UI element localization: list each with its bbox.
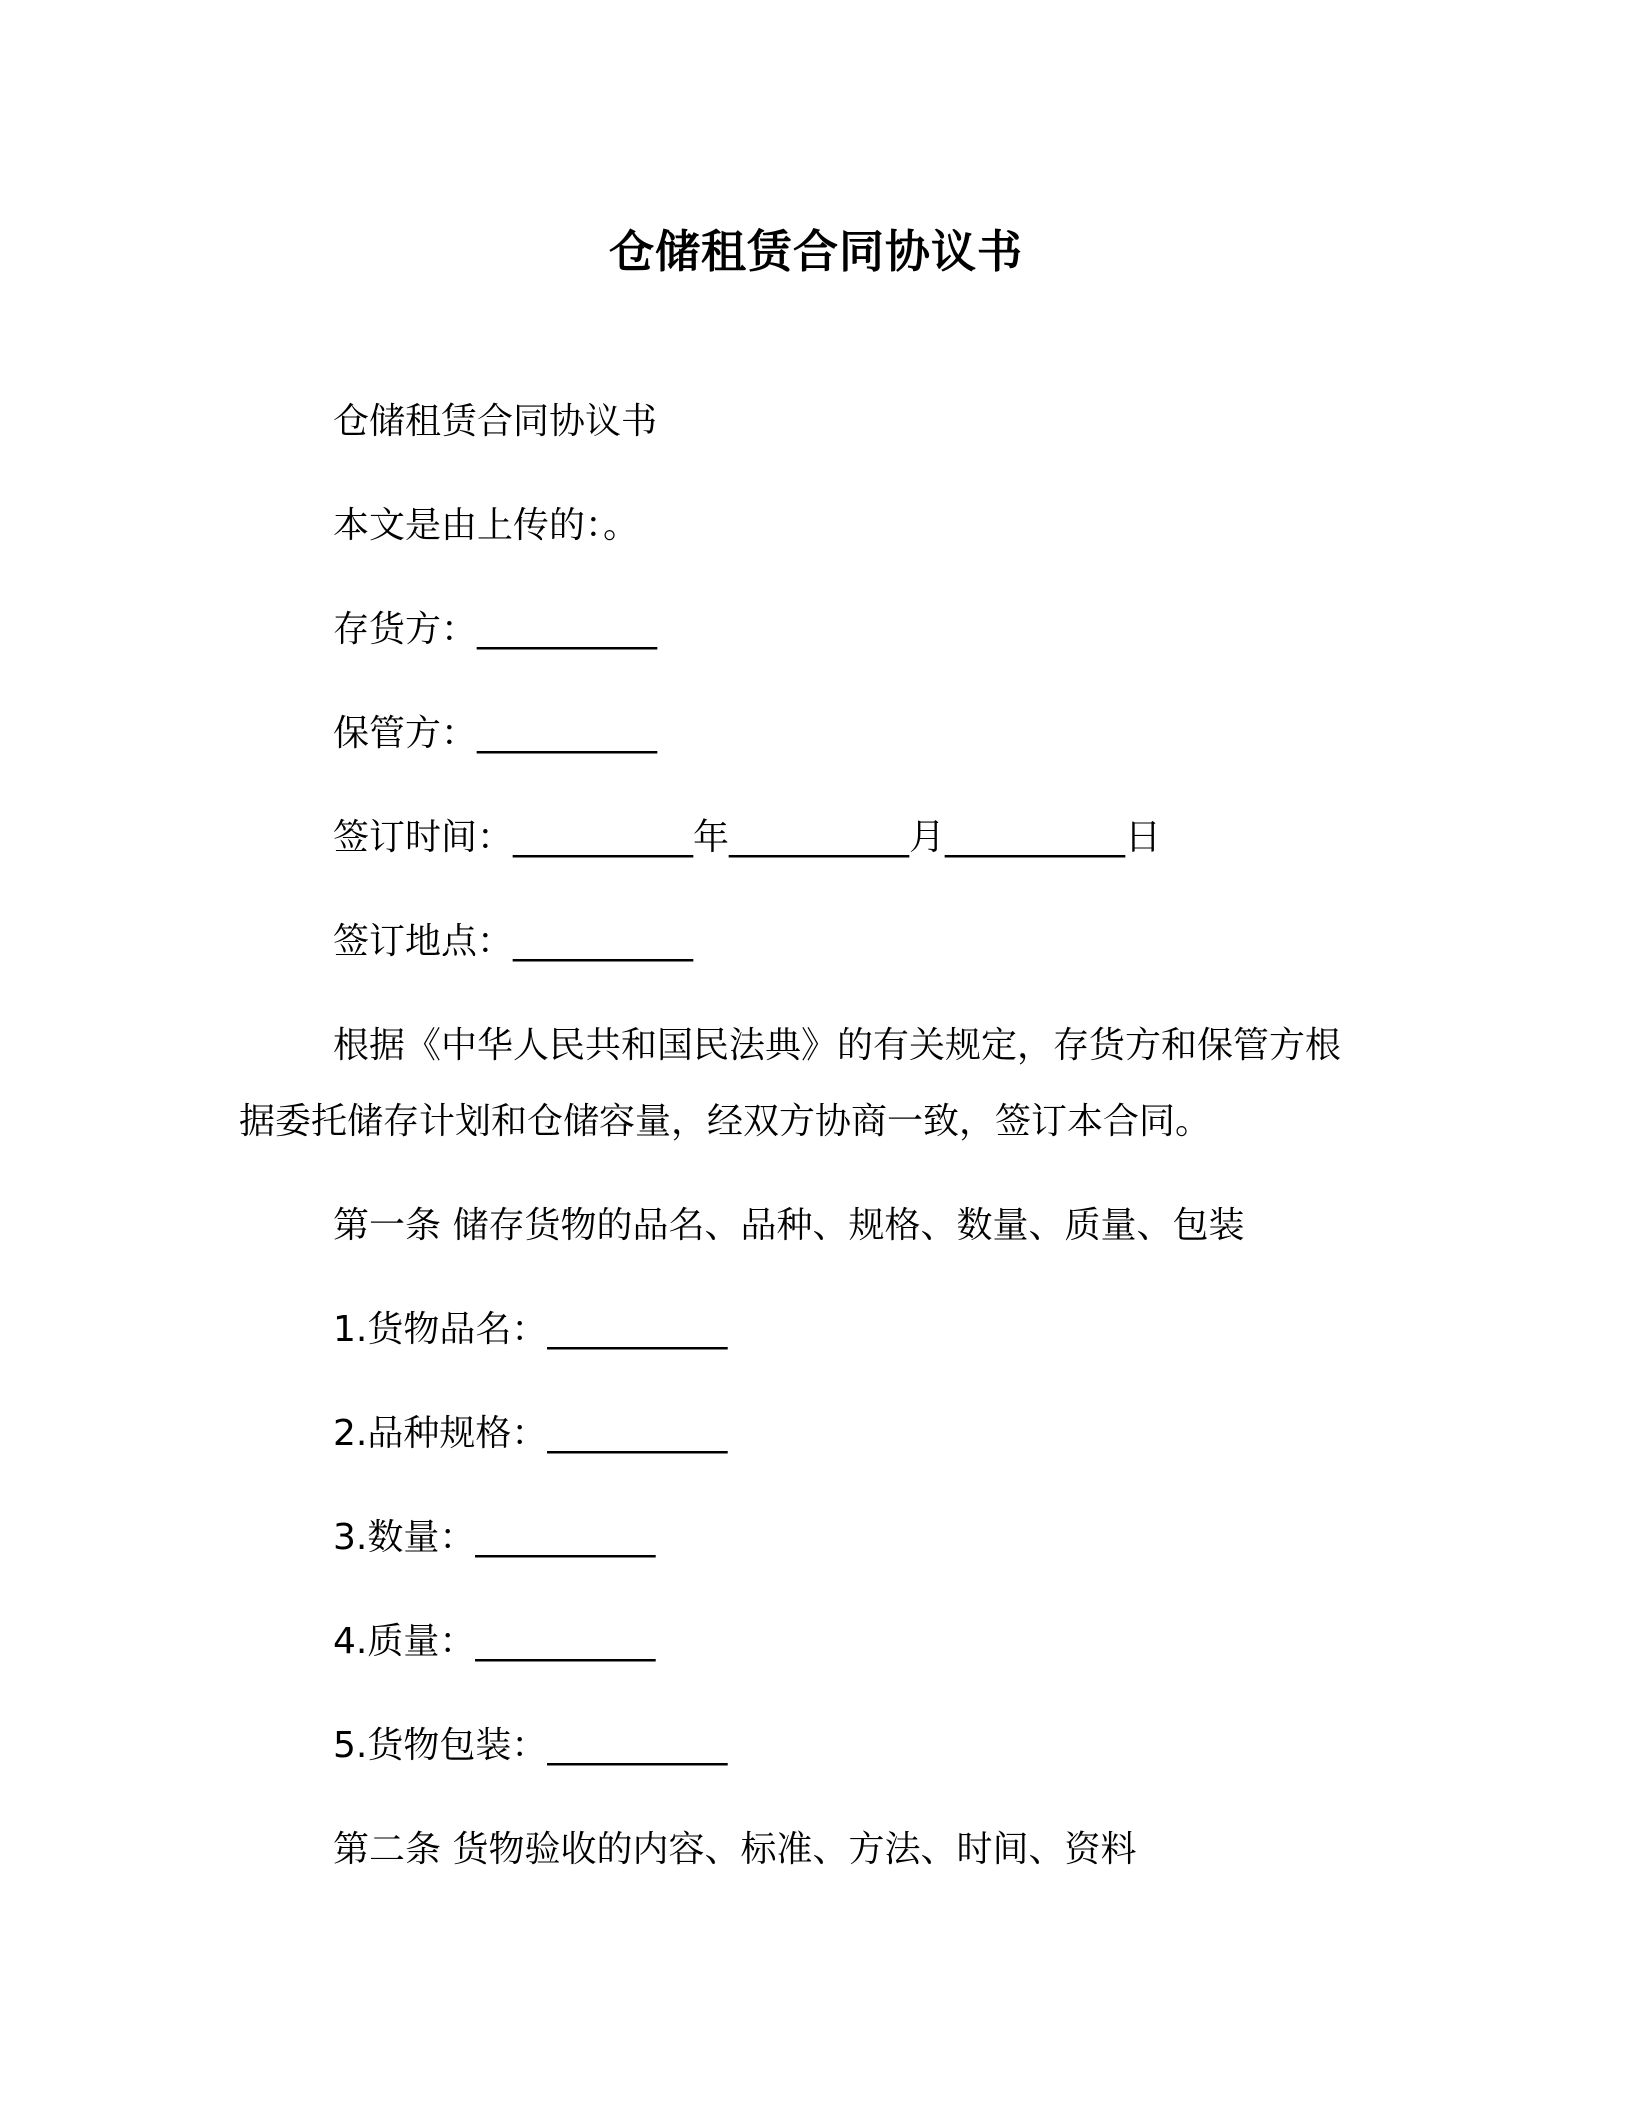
custodian-field-line: 保管方：__________ [333,713,658,754]
article-1-item-2: 2.品种规格：__________ [333,1413,728,1454]
preamble-paragraph [239,1020,1389,1148]
article-2-heading: 第二条 货物验收的内容、标准、方法、时间、资料 [333,1829,1137,1870]
signing-place-line: 签订地点：__________ [333,921,694,962]
article-1-item-4: 4.质量：__________ [333,1621,656,1662]
preamble-line-1: 根据《中华人民共和国民法典》的有关规定，存货方和保管方根 [333,1025,1342,1066]
article-1-item-5: 5.货物包装：__________ [333,1725,728,1766]
preamble-line-2: 据委托储存计划和仓储容量，经双方协商一致，签订本合同。 [239,1101,1212,1142]
depositor-field-line: 存货方：__________ [333,609,658,650]
subtitle-line: 仓储租赁合同协议书 [333,401,658,442]
article-1-heading: 第一条 储存货物的品名、品种、规格、数量、质量、包装 [333,1205,1245,1246]
document-title: 仓储租赁合同协议书 [608,225,1023,278]
signing-date-line: 签订时间：__________年__________月__________日 [333,817,1162,858]
article-1-item-1: 1.货物品名：__________ [333,1309,728,1350]
article-1-item-3: 3.数量：__________ [333,1517,656,1558]
upload-note-line: 本文是由上传的：。 [333,505,640,546]
